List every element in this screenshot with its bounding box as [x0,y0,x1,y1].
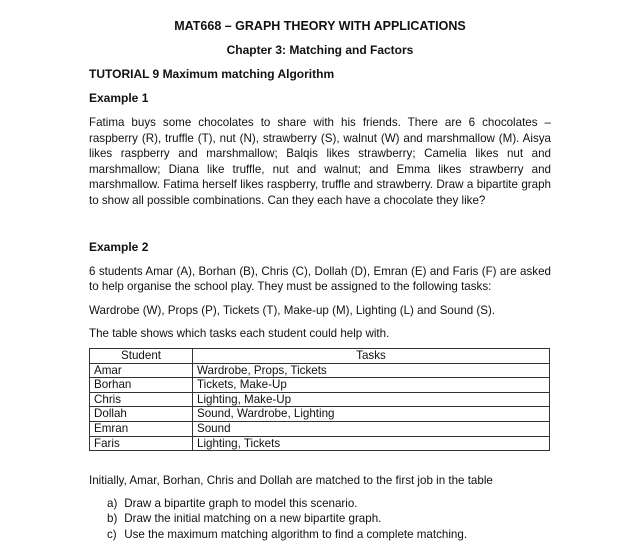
tasks-cell: Tickets, Make-Up [193,378,550,393]
question-text: Draw the initial matching on a new bipartite graph. [124,512,382,526]
student-tasks-table [89,348,550,451]
question-letter: c) [107,527,117,541]
course-title: MAT668 – GRAPH THEORY WITH APPLICATIONS [174,19,466,33]
document-page [89,14,551,542]
table-row [90,436,550,451]
example-1-heading: Example 1 [89,91,149,105]
table-row [90,421,550,436]
question-item [107,511,551,527]
student-cell: Chris [90,392,193,407]
header-tasks: Tasks [193,348,550,363]
student-cell: Emran [90,421,193,436]
question-letter: a) [107,496,118,510]
table-row [90,378,550,393]
student-cell: Borhan [90,378,193,393]
tasks-cell: Lighting, Tickets [193,436,550,451]
example-2-heading: Example 2 [89,239,149,254]
question-item [107,527,551,543]
example-1-text: Fatima buys some chocolates to share with his friends. There are 6 chocolates – raspberry (R), truffle (T), nut (N), strawberry (S), walnut (W) and marshmallow (M). Aisya likes raspberry and marshmallow; Balqis likes strawberry; Camelia likes nut and marshmallow; Diana like truffle, nut and walnut; and Emma likes strawberry and marshmallow. Fatima herself likes raspberry, truffle and strawberry. Draw a bipartite graph to show all possible combinations. Can they each have a chocolate they like? [89,116,551,207]
student-cell: Amar [90,363,193,378]
example-2-intro: 6 students Amar (A), Borhan (B), Chris (C), Dollah (D), Emran (E) and Faris (F) are asked to help organise the school play. They must be assigned to the following tasks: [89,264,551,294]
tutorial-title: TUTORIAL 9 Maximum matching Algorithm [89,67,335,81]
example-2-tasks-list: Wardrobe (W), Props (P), Tickets (T), Make-up (M), Lighting (L) and Sound (S). [89,303,496,317]
question-letter: b) [107,512,118,526]
header-student: Student [90,348,193,363]
table-row [90,392,550,407]
question-text: Draw a bipartite graph to model this scenario. [124,496,358,510]
initial-matching-note: Initially, Amar, Borhan, Chris and Dollah are matched to the first job in the table [89,474,493,488]
question-list [89,496,551,543]
tasks-cell: Wardrobe, Props, Tickets [193,363,550,378]
question-text: Use the maximum matching algorithm to find a complete matching. [124,527,468,541]
student-cell: Faris [90,436,193,451]
tasks-cell: Sound, Wardrobe, Lighting [193,407,550,422]
table-row [90,407,550,422]
tasks-cell: Sound [193,421,550,436]
example-2-table-intro: The table shows which tasks each student could help with. [89,327,390,341]
question-item [107,496,551,512]
table-row [90,363,550,378]
table-header-row [90,348,550,363]
tasks-cell: Lighting, Make-Up [193,392,550,407]
student-cell: Dollah [90,407,193,422]
chapter-title: Chapter 3: Matching and Factors [226,43,414,57]
